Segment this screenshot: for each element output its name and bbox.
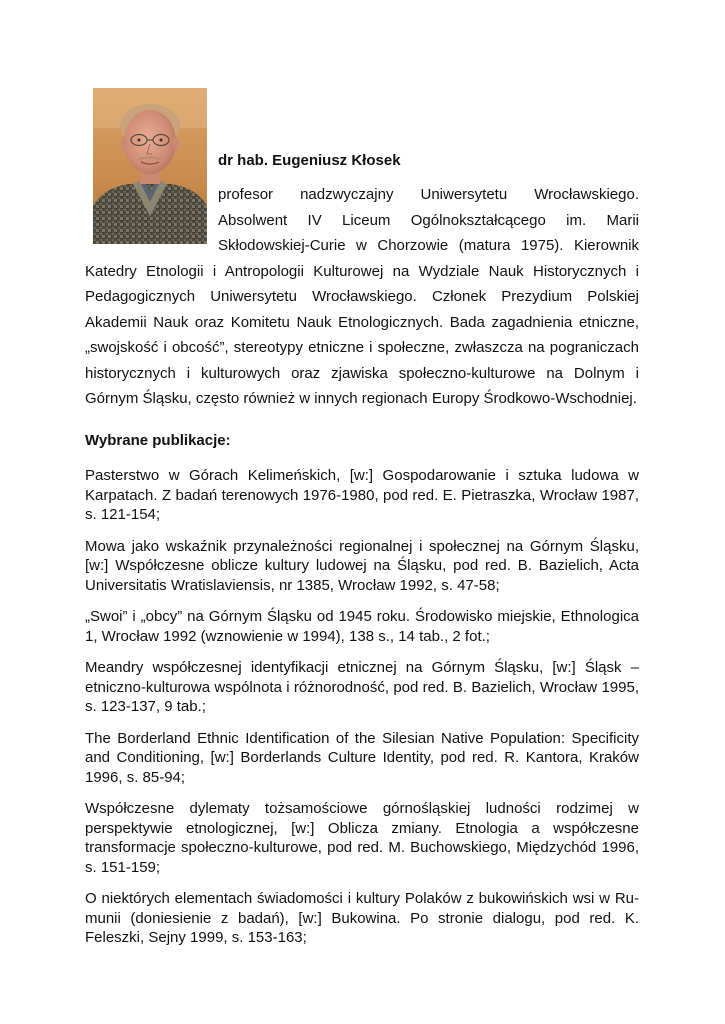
person-name: dr hab. Eugeniusz Kłosek <box>218 152 401 169</box>
publication-item: Meandry współczesnej identyfikacji etnicznej na Górnym Śląsku, [w:] Śląsk – etniczno-kulturowa wspólnota i różnorodność, pod red. B. Bazielich, Wrocław 1995, s. 123-137, 9 tab.; <box>85 659 639 715</box>
publication-item: „Swoi” i „obcy” na Górnym Śląsku od 1945 roku. Środowisko miejskie, Ethnologica 1, Wrocław 1992 (wznowienie w 1994), 138 s., 14 tab., 2 fot.; <box>85 608 639 645</box>
publications-heading: Wybrane publikacje: <box>85 432 231 449</box>
biography-section <box>85 148 639 412</box>
publication-item: O niektórych elementach świadomości i kultury Polaków z bukowińskich wsi w Rumunii (doniesienie z badań), [w:] Bukowina. Po stronie dialogu, pod red. K. Feleszki, Sejny 1999, s. 153-163; <box>85 890 639 946</box>
publication-item: Pasterstwo w Górach Kelimeńskich, [w:] Gospodarowanie i sztuka ludowa w Karpatach. Z badań terenowych 1976-1980, pod red. E. Pietraszka, Wrocław 1987, s. 121-154; <box>85 467 639 523</box>
publication-item: The Borderland Ethnic Identification of the Silesian Native Population: Specificity and Conditioning, [w:] Borderlands Culture Identity, pod red. R. Kantora, Kraków 1996, s. 85-94; <box>85 729 639 786</box>
biography-text: profesor nadzwyczajny Uniwersytetu Wrocławskiego. Absolwent IV Liceum Ogólnokształcącego im. Marii Skłodowskiej-Curie w Chorzowie (matura 1975). Kierownik Katedry Etnologii i Antropologii Kulturowej na Wydziale Nauk Historycznych i Pedagogicznych Uniwersytetu Wrocławskiego. Członek Prezydium Polskiej Akademii Nauk oraz Komitetu Nauk Etnologicznych. Bada zagadnienia etniczne, „swojskość i obcość”, stereotypy etniczne i społeczne, zwłaszcza na pograniczach historycznych i kulturowych oraz zjawiska społeczno-kulturowe na Dolnym i Górnym Śląsku, często również w innych regionach Europy Środkowo-Wschodniej. <box>85 186 639 407</box>
publication-item: Współczesne dylematy tożsamościowe górnośląskiej ludności rodzimej w perspektywie etnologicznej, [w:] Oblicza zmiany. Etnologia a współczesne transformacje społeczno-kulturowe, pod red. M. Buchowskiego, Międzychód 1996, s. 151-159; <box>85 800 639 876</box>
photo-spacer <box>85 148 218 248</box>
publication-item: Mowa jako wskaźnik przynależności regionalnej i społecznej na Górnym Śląsku, [w:] Współczesne oblicze kultury ludowej na Śląsku, pod red. B. Bazielich, Acta Universitatis Wratislaviensis, nr 1385, Wrocław 1992, s. 47-58; <box>85 537 639 594</box>
publications-section <box>85 430 639 960</box>
